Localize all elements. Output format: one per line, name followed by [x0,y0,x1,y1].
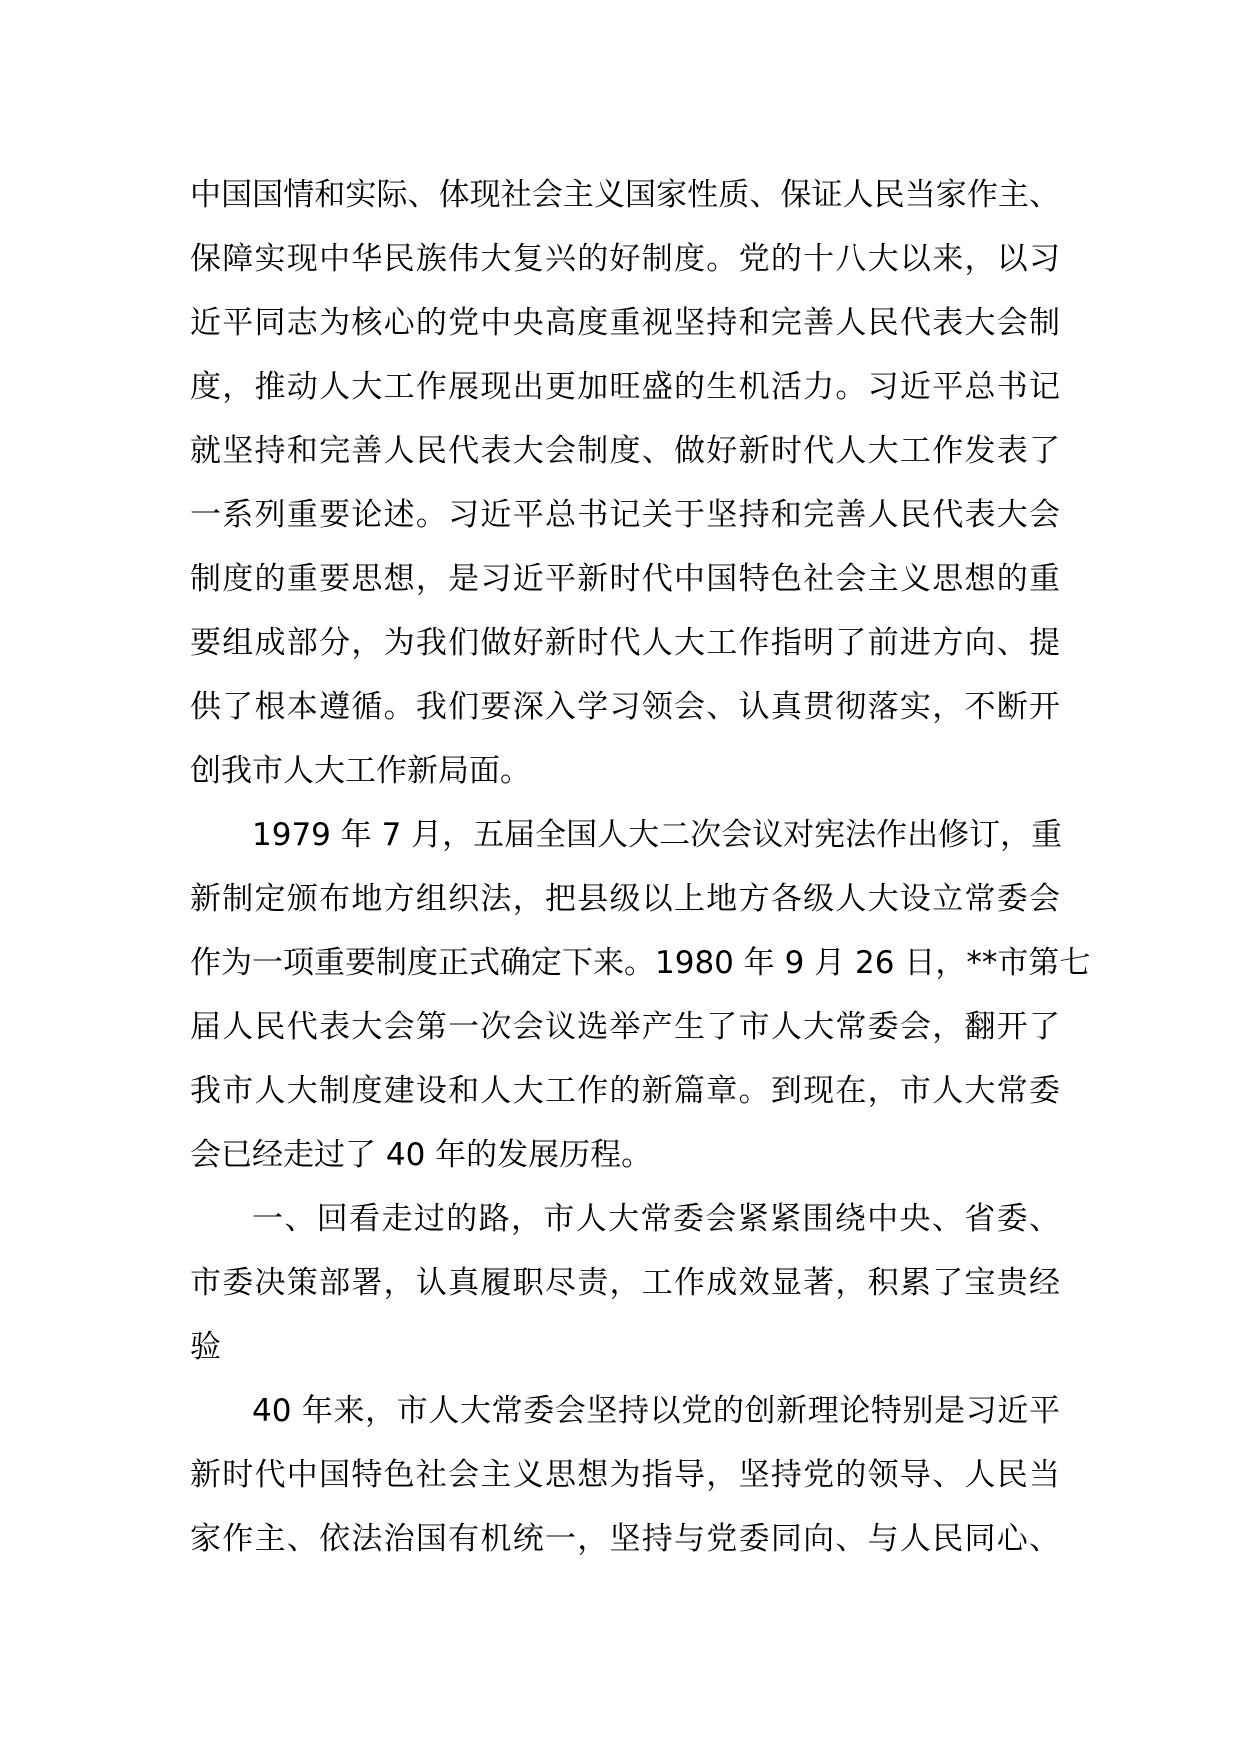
text-line: 制度的重要思想，是习近平新时代中国特色社会主义思想的重 [190,561,1060,597]
text-line: 届人民代表大会第一次会议选举产生了市人大常委会，翻开了 [190,1009,1060,1045]
text-line: 中国国情和实际、体现社会主义国家性质、保证人民当家作主、 [190,177,1060,213]
text-line: 作为一项重要制度正式确定下来。1980 年 9 月 26 日，**市第七 [190,945,1091,981]
section-heading-line: 市委决策部署，认真履职尽责，工作成效显著，积累了宝贵经 [190,1265,1060,1301]
text-line: 创我市人大工作新局面。 [190,753,531,789]
section-heading-line: 验 [190,1329,221,1365]
section-heading-line: 一、回看走过的路，市人大常委会紧紧围绕中央、省委、 [252,1201,1060,1237]
text-line: 40 年来，市人大常委会坚持以党的创新理论特别是习近平 [252,1393,1060,1429]
text-line: 一系列重要论述。习近平总书记关于坚持和完善人民代表大会 [190,497,1060,533]
text-line: 近平同志为核心的党中央高度重视坚持和完善人民代表大会制 [190,305,1060,341]
text-line: 供了根本遵循。我们要深入学习领会、认真贯彻落实，不断开 [190,689,1060,725]
text-line: 会已经走过了 40 年的发展历程。 [190,1137,653,1173]
text-line: 我市人大制度建设和人大工作的新篇章。到现在，市人大常委 [190,1073,1060,1109]
text-line: 就坚持和完善人民代表大会制度、做好新时代人大工作发表了 [190,433,1060,469]
text-line: 家作主、依法治国有机统一，坚持与党委同向、与人民同心、 [190,1521,1060,1557]
text-line: 1979 年 7 月，五届全国人大二次会议对宪法作出修订，重 [252,817,1063,853]
text-line: 保障实现中华民族伟大复兴的好制度。党的十八大以来，以习 [190,241,1060,277]
text-line: 要组成部分，为我们做好新时代人大工作指明了前进方向、提 [190,625,1060,661]
text-line: 新制定颁布地方组织法，把县级以上地方各级人大设立常委会 [190,881,1060,917]
document-body [190,163,1091,1571]
text-line: 度，推动人大工作展现出更加旺盛的生机活力。习近平总书记 [190,369,1060,405]
text-line: 新时代中国特色社会主义思想为指导，坚持党的领导、人民当 [190,1457,1060,1493]
